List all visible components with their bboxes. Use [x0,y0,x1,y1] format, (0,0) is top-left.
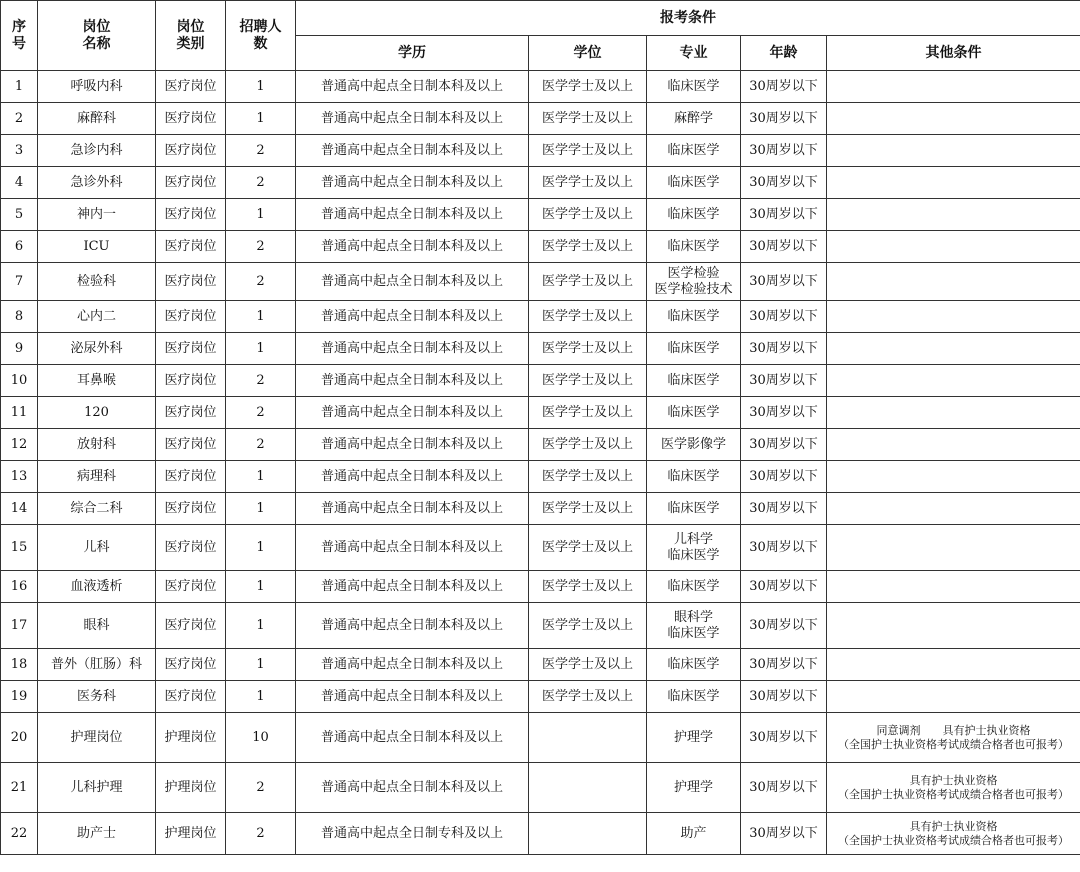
cell-major-line: 眼科学 [673,609,713,625]
cell-post-type: 医疗岗位 [156,525,226,571]
cell-post-type: 医疗岗位 [156,603,226,649]
cell-age: 30周岁以下 [741,397,827,429]
table-row [1,461,1080,493]
cell-major-line: 临床医学 [667,688,720,704]
cell-major [647,493,741,525]
cell-major [647,429,741,461]
cell-major-line: 临床医学 [667,206,720,222]
cell-major [647,603,741,649]
cell-degree: 医学学士及以上 [529,135,647,167]
cell-post-name: 放射科 [38,429,156,461]
cell-major [647,681,741,713]
cell-education: 普通高中起点全日制本科及以上 [296,199,529,231]
cell-major-line: 儿科学 [673,531,713,547]
table-row [1,71,1080,103]
cell-seq: 17 [1,603,38,649]
table-row [1,681,1080,713]
cell-post-name: 麻醉科 [38,103,156,135]
cell-post-name: 医务科 [38,681,156,713]
cell-seq: 11 [1,397,38,429]
table-row [1,103,1080,135]
cell-degree: 医学学士及以上 [529,71,647,103]
cell-age: 30周岁以下 [741,461,827,493]
cell-seq: 4 [1,167,38,199]
cell-other [827,493,1080,525]
cell-age: 30周岁以下 [741,681,827,713]
header-count-line1: 招聘人 [239,18,282,35]
cell-major-line: 医学检验 [667,265,720,281]
table-row [1,813,1080,855]
cell-major-line: 临床医学 [667,656,720,672]
cell-post-type: 护理岗位 [156,713,226,763]
cell-age: 30周岁以下 [741,365,827,397]
table-row [1,231,1080,263]
cell-other [827,71,1080,103]
table-row [1,525,1080,571]
cell-age: 30周岁以下 [741,525,827,571]
cell-seq: 5 [1,199,38,231]
cell-major-line: 临床医学 [667,372,720,388]
cell-post-type: 医疗岗位 [156,649,226,681]
cell-count: 1 [226,103,296,135]
cell-count: 1 [226,681,296,713]
cell-post-type: 医疗岗位 [156,135,226,167]
cell-count: 2 [226,429,296,461]
table-row [1,649,1080,681]
cell-major [647,763,741,813]
table-body [1,71,1080,855]
table-row [1,301,1080,333]
cell-count: 2 [226,231,296,263]
cell-age: 30周岁以下 [741,649,827,681]
cell-major [647,135,741,167]
table-row [1,333,1080,365]
cell-major [647,365,741,397]
cell-count: 1 [226,493,296,525]
cell-degree: 医学学士及以上 [529,167,647,199]
cell-other [827,103,1080,135]
cell-post-type: 医疗岗位 [156,199,226,231]
cell-other [827,167,1080,199]
cell-other [827,681,1080,713]
cell-degree: 医学学士及以上 [529,493,647,525]
cell-count: 2 [226,397,296,429]
cell-age: 30周岁以下 [741,713,827,763]
cell-count: 2 [226,763,296,813]
cell-degree [529,813,647,855]
header-post-type-line1: 岗位 [176,18,205,35]
cell-other-line: 具有护士执业资格 [909,773,998,787]
cell-other [827,429,1080,461]
cell-age: 30周岁以下 [741,429,827,461]
table-row [1,199,1080,231]
cell-post-name: 神内一 [38,199,156,231]
cell-post-type: 医疗岗位 [156,167,226,199]
cell-age: 30周岁以下 [741,231,827,263]
cell-major-line: 护理学 [673,729,713,745]
header-post-name-line1: 岗位 [82,18,111,35]
cell-education: 普通高中起点全日制本科及以上 [296,603,529,649]
cell-post-name: ICU [38,231,156,263]
cell-post-type: 医疗岗位 [156,365,226,397]
cell-post-name: 急诊内科 [38,135,156,167]
cell-other [827,397,1080,429]
cell-education: 普通高中起点全日制本科及以上 [296,71,529,103]
cell-count: 1 [226,301,296,333]
cell-other [827,135,1080,167]
cell-post-name: 病理科 [38,461,156,493]
cell-major-line: 护理学 [673,779,713,795]
cell-major [647,713,741,763]
table-header [1,1,1080,71]
cell-post-name: 耳鼻喉 [38,365,156,397]
cell-major-line: 麻醉学 [673,110,713,126]
cell-other-line: （全国护士执业资格考试成绩合格者也可报考） [838,833,1070,847]
cell-education: 普通高中起点全日制本科及以上 [296,397,529,429]
cell-post-type: 医疗岗位 [156,681,226,713]
cell-post-name: 眼科 [38,603,156,649]
cell-seq: 1 [1,71,38,103]
header-major: 专业 [647,36,741,71]
cell-count: 1 [226,71,296,103]
cell-degree: 医学学士及以上 [529,429,647,461]
cell-education: 普通高中起点全日制本科及以上 [296,763,529,813]
cell-count: 2 [226,135,296,167]
cell-post-type: 医疗岗位 [156,571,226,603]
cell-education: 普通高中起点全日制本科及以上 [296,103,529,135]
cell-age: 30周岁以下 [741,571,827,603]
table-row [1,167,1080,199]
cell-major [647,525,741,571]
cell-degree: 医学学士及以上 [529,199,647,231]
cell-other [827,603,1080,649]
cell-education: 普通高中起点全日制本科及以上 [296,333,529,365]
cell-post-name: 泌尿外科 [38,333,156,365]
cell-major-line: 临床医学 [667,625,720,641]
cell-education: 普通高中起点全日制本科及以上 [296,167,529,199]
cell-degree: 医学学士及以上 [529,681,647,713]
cell-major-line: 临床医学 [667,174,720,190]
header-conditions: 报考条件 [296,1,1080,36]
cell-education: 普通高中起点全日制本科及以上 [296,681,529,713]
cell-seq: 16 [1,571,38,603]
cell-seq: 12 [1,429,38,461]
cell-other [827,263,1080,301]
cell-seq: 2 [1,103,38,135]
cell-major-line: 临床医学 [667,308,720,324]
cell-major-line: 临床医学 [667,547,720,563]
cell-education: 普通高中起点全日制本科及以上 [296,365,529,397]
cell-education: 普通高中起点全日制本科及以上 [296,713,529,763]
cell-post-type: 护理岗位 [156,813,226,855]
cell-other [827,333,1080,365]
cell-major [647,263,741,301]
header-post-type [156,1,226,71]
cell-age: 30周岁以下 [741,603,827,649]
cell-major [647,199,741,231]
cell-post-type: 医疗岗位 [156,71,226,103]
cell-education: 普通高中起点全日制本科及以上 [296,649,529,681]
cell-other [827,365,1080,397]
cell-seq: 19 [1,681,38,713]
cell-count: 1 [226,461,296,493]
cell-degree: 医学学士及以上 [529,333,647,365]
cell-other [827,763,1080,813]
table-row [1,493,1080,525]
cell-major-line: 临床医学 [667,468,720,484]
cell-seq: 8 [1,301,38,333]
cell-education: 普通高中起点全日制本科及以上 [296,429,529,461]
cell-other-line: （全国护士执业资格考试成绩合格者也可报考） [838,787,1070,801]
cell-major [647,397,741,429]
cell-other [827,231,1080,263]
cell-count: 2 [226,167,296,199]
cell-age: 30周岁以下 [741,763,827,813]
cell-seq: 20 [1,713,38,763]
cell-count: 1 [226,603,296,649]
cell-post-name: 120 [38,397,156,429]
cell-age: 30周岁以下 [741,199,827,231]
header-seq-line2: 号 [12,35,26,52]
cell-major [647,649,741,681]
cell-education: 普通高中起点全日制本科及以上 [296,525,529,571]
cell-seq: 7 [1,263,38,301]
cell-age: 30周岁以下 [741,135,827,167]
cell-post-name: 呼吸内科 [38,71,156,103]
cell-education: 普通高中起点全日制本科及以上 [296,231,529,263]
cell-degree [529,713,647,763]
cell-degree: 医学学士及以上 [529,525,647,571]
cell-major [647,301,741,333]
cell-degree: 医学学士及以上 [529,603,647,649]
cell-seq: 14 [1,493,38,525]
cell-age: 30周岁以下 [741,71,827,103]
cell-education: 普通高中起点全日制本科及以上 [296,263,529,301]
cell-age: 30周岁以下 [741,167,827,199]
header-count-line2: 数 [253,35,268,52]
table-row [1,397,1080,429]
cell-degree: 医学学士及以上 [529,571,647,603]
header-post-name [38,1,156,71]
cell-post-name: 儿科护理 [38,763,156,813]
cell-other-line: （全国护士执业资格考试成绩合格者也可报考） [838,737,1070,751]
header-age: 年龄 [741,36,827,71]
cell-post-name: 心内二 [38,301,156,333]
cell-degree: 医学学士及以上 [529,365,647,397]
cell-major-line: 临床医学 [667,578,720,594]
cell-other-line: 同意调剂 具有护士执业资格 [876,723,1031,737]
cell-post-type: 医疗岗位 [156,461,226,493]
header-other: 其他条件 [827,36,1080,71]
cell-other [827,813,1080,855]
cell-major-line: 临床医学 [667,78,720,94]
header-count [226,1,296,71]
cell-age: 30周岁以下 [741,263,827,301]
cell-post-name: 儿科 [38,525,156,571]
cell-post-name: 综合二科 [38,493,156,525]
cell-seq: 9 [1,333,38,365]
table-row [1,263,1080,301]
cell-major-line: 临床医学 [667,340,720,356]
cell-other [827,713,1080,763]
cell-other [827,461,1080,493]
cell-seq: 15 [1,525,38,571]
cell-major-line: 医学检验技术 [654,281,733,297]
cell-count: 2 [226,813,296,855]
cell-major-line: 临床医学 [667,238,720,254]
header-education: 学历 [296,36,529,71]
header-post-name-line2: 名称 [82,35,111,52]
cell-count: 1 [226,649,296,681]
cell-seq: 10 [1,365,38,397]
cell-degree: 医学学士及以上 [529,263,647,301]
cell-seq: 21 [1,763,38,813]
table-row [1,135,1080,167]
cell-major [647,71,741,103]
cell-degree: 医学学士及以上 [529,461,647,493]
header-post-type-line2: 类别 [176,35,205,52]
cell-seq: 13 [1,461,38,493]
cell-education: 普通高中起点全日制本科及以上 [296,135,529,167]
cell-post-name: 血液透析 [38,571,156,603]
cell-age: 30周岁以下 [741,333,827,365]
cell-count: 1 [226,333,296,365]
cell-post-type: 医疗岗位 [156,333,226,365]
cell-major-line: 助产 [680,825,707,841]
cell-major [647,231,741,263]
cell-other [827,649,1080,681]
cell-major [647,461,741,493]
cell-post-type: 医疗岗位 [156,231,226,263]
cell-post-name: 检验科 [38,263,156,301]
table-row [1,713,1080,763]
cell-age: 30周岁以下 [741,301,827,333]
cell-seq: 22 [1,813,38,855]
cell-major [647,813,741,855]
cell-count: 1 [226,571,296,603]
cell-major [647,333,741,365]
cell-other [827,525,1080,571]
cell-post-name: 护理岗位 [38,713,156,763]
cell-count: 1 [226,199,296,231]
cell-post-type: 医疗岗位 [156,103,226,135]
cell-seq: 3 [1,135,38,167]
header-seq-line1: 序 [12,18,26,35]
cell-degree: 医学学士及以上 [529,649,647,681]
table-row [1,763,1080,813]
cell-other-line: 具有护士执业资格 [909,819,998,833]
cell-count: 1 [226,525,296,571]
cell-other [827,199,1080,231]
cell-major [647,167,741,199]
cell-count: 10 [226,713,296,763]
cell-seq: 18 [1,649,38,681]
cell-degree: 医学学士及以上 [529,397,647,429]
cell-age: 30周岁以下 [741,493,827,525]
table-row [1,603,1080,649]
cell-education: 普通高中起点全日制本科及以上 [296,301,529,333]
cell-post-type: 护理岗位 [156,763,226,813]
cell-degree: 医学学士及以上 [529,103,647,135]
cell-major [647,103,741,135]
cell-major-line: 临床医学 [667,142,720,158]
header-degree: 学位 [529,36,647,71]
cell-major [647,571,741,603]
cell-post-type: 医疗岗位 [156,429,226,461]
cell-education: 普通高中起点全日制本科及以上 [296,461,529,493]
cell-post-type: 医疗岗位 [156,263,226,301]
cell-other [827,301,1080,333]
cell-post-type: 医疗岗位 [156,397,226,429]
cell-count: 2 [226,365,296,397]
cell-post-type: 医疗岗位 [156,301,226,333]
header-seq [1,1,38,71]
cell-seq: 6 [1,231,38,263]
cell-post-name: 急诊外科 [38,167,156,199]
table-row [1,571,1080,603]
table-row [1,365,1080,397]
cell-count: 2 [226,263,296,301]
cell-degree: 医学学士及以上 [529,231,647,263]
table-row [1,429,1080,461]
cell-education: 普通高中起点全日制本科及以上 [296,493,529,525]
cell-post-name: 普外（肛肠）科 [38,649,156,681]
cell-degree: 医学学士及以上 [529,301,647,333]
cell-age: 30周岁以下 [741,813,827,855]
cell-post-name: 助产士 [38,813,156,855]
cell-education: 普通高中起点全日制本科及以上 [296,571,529,603]
cell-post-type: 医疗岗位 [156,493,226,525]
cell-age: 30周岁以下 [741,103,827,135]
cell-degree [529,763,647,813]
cell-major-line: 临床医学 [667,500,720,516]
cell-major-line: 临床医学 [667,404,720,420]
cell-education: 普通高中起点全日制专科及以上 [296,813,529,855]
cell-other [827,571,1080,603]
cell-major-line: 医学影像学 [660,436,726,452]
